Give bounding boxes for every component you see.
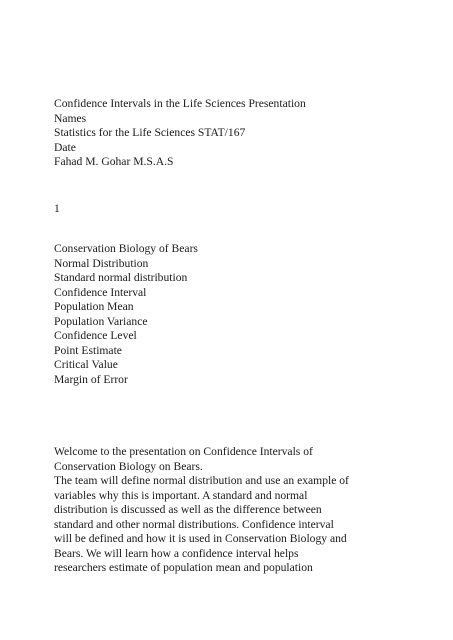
paragraph-line: researchers estimate of population mean and population	[54, 561, 313, 574]
list-item: Confidence Level	[54, 329, 137, 342]
list-item: Point Estimate	[54, 343, 122, 357]
list-item: Normal Distribution	[54, 256, 149, 270]
paragraph-line: standard and other normal distributions. Confidence interval	[54, 517, 334, 531]
document-title: Confidence Intervals in the Life Sciences Presentation	[54, 97, 306, 110]
paragraph-line: will be defined and how it is used in Conservation Biology and	[54, 532, 347, 545]
paragraph-line: variables why this is important. A standard and normal	[54, 488, 308, 502]
paragraph-line: The team will define normal distribution and use an example of	[54, 474, 349, 487]
list-item: Critical Value	[54, 358, 118, 371]
slide-number: 1	[54, 202, 60, 215]
intro-paragraph	[54, 445, 414, 576]
title-block	[54, 97, 414, 170]
list-item: Conservation Biology of Bears	[54, 242, 198, 255]
paragraph-line: distribution is discussed as well as the difference between	[54, 503, 322, 516]
list-item: Confidence Interval	[54, 285, 147, 299]
list-item: Population Variance	[54, 314, 148, 328]
list-item: Margin of Error	[54, 372, 128, 386]
slide-number-block	[54, 202, 414, 217]
paragraph-line: Welcome to the presentation on Confidence Intervals of	[54, 445, 313, 458]
instructor-line: Fahad M. Gohar M.S.A.S	[54, 155, 174, 168]
list-item: Population Mean	[54, 300, 134, 313]
paragraph-line: Bears. We will learn how a confidence interval helps	[54, 546, 299, 560]
names-line: Names	[54, 111, 87, 125]
topics-list	[54, 242, 414, 387]
list-item: Standard normal distribution	[54, 271, 188, 284]
date-line: Date	[54, 140, 76, 154]
course-line: Statistics for the Life Sciences STAT/167	[54, 126, 246, 139]
paragraph-line: Conservation Biology on Bears.	[54, 459, 203, 473]
